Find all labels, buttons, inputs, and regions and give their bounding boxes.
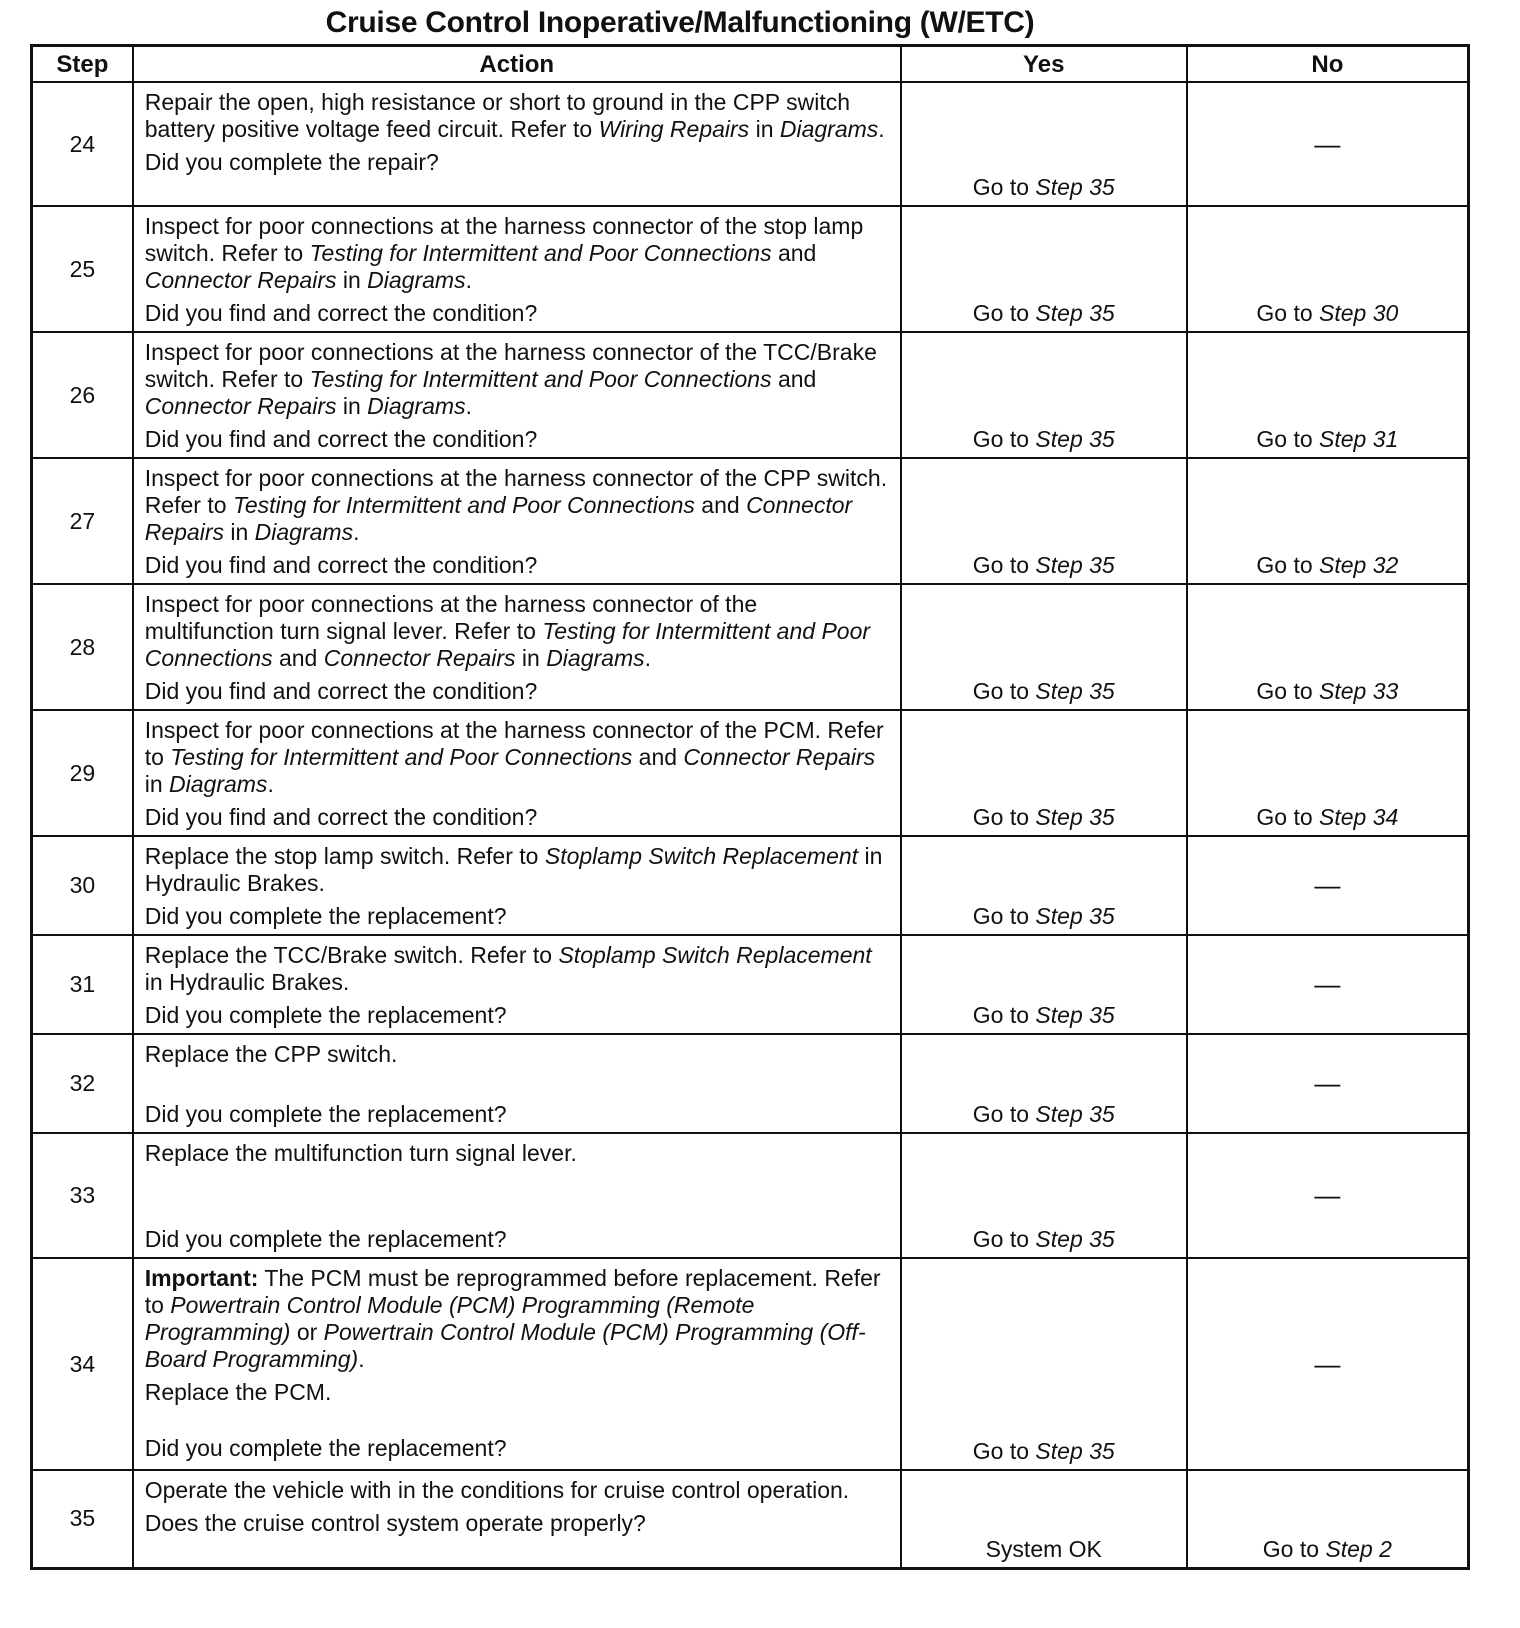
reference-link: Diagrams	[254, 519, 354, 545]
reference-link: Powertrain Control Module (PCM) Programming (Off-Board Programming)	[144, 1319, 866, 1372]
action-text-part: or	[290, 1319, 324, 1345]
yes-step-ref: Step 35	[1035, 552, 1115, 578]
yes-cell	[901, 836, 1187, 935]
table-row	[32, 1133, 1469, 1258]
procedure-table	[30, 44, 1470, 1570]
go-to-label: Go to	[972, 174, 1036, 200]
dash-placeholder: —	[1314, 128, 1341, 159]
table-row	[32, 206, 1469, 332]
action-cell	[133, 584, 901, 710]
action-text-part: and	[771, 240, 817, 266]
go-to-label: Go to	[972, 426, 1036, 452]
action-text-part: Replace the TCC/Brake switch. Refer to	[144, 942, 559, 968]
dash-placeholder: —	[1314, 870, 1341, 900]
yes-cell	[901, 206, 1187, 332]
reference-link: Diagrams	[367, 267, 466, 293]
reference-link: Powertrain Control Module (PCM) Programming (Remote Programming)	[144, 1292, 755, 1345]
yes-step-ref: Step 35	[1035, 804, 1115, 830]
action-question: Did you complete the replacement?	[144, 903, 507, 929]
page-title: Cruise Control Inoperative/Malfunctioning (W/ETC)	[325, 6, 1035, 39]
table-row	[32, 458, 1469, 584]
no-cell	[1187, 1258, 1469, 1470]
go-to-label: Go to	[972, 678, 1036, 704]
reference-link: Testing for Intermittent and Poor Connections	[232, 492, 695, 518]
table-row	[32, 1470, 1469, 1568]
reference-link: Testing for Intermittent and Poor Connections	[309, 366, 772, 392]
action-question: Does the cruise control system operate properly?	[144, 1510, 646, 1536]
reference-link: Testing for Intermittent and Poor Connections	[170, 744, 633, 770]
go-to-label: Go to	[1256, 426, 1320, 452]
reference-link: Connector Repairs	[683, 744, 876, 770]
yes-cell	[901, 935, 1187, 1034]
action-text-part: Inspect for poor connections at the harness connector of the PCM. Refer to	[144, 717, 884, 770]
action-text	[145, 89, 890, 143]
go-to-label: Go to	[1256, 300, 1320, 326]
go-to-label: Go to	[972, 1002, 1036, 1028]
go-to-label: Go to	[1256, 804, 1320, 830]
action-text: Replace the CPP switch.	[144, 1041, 398, 1067]
action-text	[145, 717, 890, 798]
action-text-part: .	[644, 645, 651, 671]
no-cell	[1187, 206, 1469, 332]
action-cell	[133, 1034, 901, 1133]
step-number: 32	[32, 1034, 133, 1133]
no-step-ref: Step 33	[1319, 678, 1399, 704]
action-question: Did you find and correct the condition?	[144, 300, 538, 326]
no-cell	[1187, 458, 1469, 584]
action-text-part: in	[223, 519, 255, 545]
action-question: Did you find and correct the condition?	[144, 804, 538, 830]
step-number: 31	[32, 935, 133, 1034]
yes-step-ref: Step 35	[1035, 174, 1115, 200]
yes-step-ref: Step 35	[1035, 903, 1115, 929]
action-text	[145, 213, 890, 294]
reference-link: Wiring Repairs	[598, 116, 750, 142]
action-cell	[133, 82, 901, 206]
table-row	[32, 1034, 1469, 1133]
table-row	[32, 332, 1469, 458]
action-text-part: .	[358, 1346, 365, 1372]
reference-link: Stoplamp Switch Replacement	[544, 843, 859, 869]
table-row	[32, 710, 1469, 836]
step-number: 30	[32, 836, 133, 935]
yes-cell	[901, 332, 1187, 458]
reference-link: Connector Repairs	[144, 492, 853, 545]
action-text-2: Replace the PCM.	[144, 1379, 332, 1405]
reference-link: Diagrams	[546, 645, 645, 671]
reference-link: Testing for Intermittent and Poor Connections	[144, 618, 871, 671]
action-text: Operate the vehicle with in the conditions for cruise control operation.	[144, 1477, 850, 1503]
dash-placeholder: —	[1314, 1348, 1341, 1379]
action-cell	[133, 935, 901, 1034]
action-text-part: .	[353, 519, 360, 545]
action-cell	[133, 332, 901, 458]
yes-cell	[901, 1034, 1187, 1133]
no-cell	[1187, 82, 1469, 206]
reference-link: Stoplamp Switch Replacement	[558, 942, 872, 968]
action-text-part: and	[694, 492, 747, 518]
action-text: Replace the multifunction turn signal lever.	[144, 1140, 577, 1166]
action-question: Did you complete the replacement?	[144, 1002, 507, 1028]
no-cell	[1187, 1133, 1469, 1258]
action-text-part: Inspect for poor connections at the harness connector of the CPP switch. Refer to	[144, 465, 888, 518]
action-text	[145, 591, 890, 672]
important-label: Important:	[144, 1265, 259, 1291]
no-cell	[1187, 1470, 1469, 1568]
go-to-label: Go to	[1256, 678, 1320, 704]
action-cell	[133, 458, 901, 584]
system-ok-text: System OK	[985, 1535, 1102, 1562]
reference-link: Connector Repairs	[323, 645, 516, 671]
action-question: Did you complete the replacement?	[144, 1101, 507, 1127]
go-to-label: Go to	[972, 903, 1036, 929]
no-cell	[1187, 710, 1469, 836]
yes-cell	[901, 584, 1187, 710]
action-text-part: Inspect for poor connections at the harness connector of the multifunction turn signal lever. Refer to	[144, 591, 758, 644]
yes-step-ref: Step 35	[1035, 1226, 1115, 1252]
yes-cell	[901, 1258, 1187, 1470]
no-step-ref: Step 30	[1319, 300, 1399, 326]
action-text-part: in Hydraulic Brakes.	[144, 969, 350, 995]
action-cell	[133, 1470, 901, 1568]
action-cell	[133, 206, 901, 332]
header-row	[32, 46, 1469, 83]
table-row	[32, 584, 1469, 710]
action-question: Did you find and correct the condition?	[144, 552, 538, 578]
no-cell	[1187, 1034, 1469, 1133]
action-question: Did you complete the repair?	[144, 149, 439, 175]
no-cell	[1187, 935, 1469, 1034]
action-text	[145, 843, 890, 897]
action-text-part: Repair the open, high resistance or short to ground in the CPP switch battery positive voltage feed circuit. Refer to	[144, 89, 851, 142]
go-to-label: Go to	[972, 804, 1036, 830]
action-text-part: The PCM must be reprogrammed before replacement. Refer to	[144, 1265, 881, 1318]
action-text-part: in	[515, 645, 547, 671]
reference-link: Diagrams	[169, 771, 268, 797]
step-number: 27	[32, 458, 133, 584]
no-step-ref: Step 32	[1319, 552, 1399, 578]
dash-placeholder: —	[1314, 1180, 1341, 1210]
header-step: Step	[32, 46, 133, 83]
action-question: Did you find and correct the condition?	[144, 678, 538, 704]
yes-step-ref: Step 35	[1035, 1002, 1115, 1028]
action-text-part: and	[632, 744, 684, 770]
action-cell	[133, 710, 901, 836]
no-cell	[1187, 836, 1469, 935]
yes-cell	[901, 1470, 1187, 1568]
step-number: 28	[32, 584, 133, 710]
reference-link: Connector Repairs	[144, 267, 337, 293]
action-text-part: in Hydraulic Brakes.	[144, 843, 883, 896]
go-to-label: Go to	[972, 300, 1036, 326]
yes-cell	[901, 458, 1187, 584]
yes-step-ref: Step 35	[1035, 426, 1115, 452]
go-to-label: Go to	[972, 1226, 1036, 1252]
yes-step-ref: Step 35	[1035, 300, 1115, 326]
action-cell	[133, 1258, 901, 1470]
step-number: 33	[32, 1133, 133, 1258]
action-text-part: and	[771, 366, 817, 392]
step-number: 34	[32, 1258, 133, 1470]
table-row	[32, 836, 1469, 935]
table-row	[32, 1258, 1469, 1470]
reference-link: Diagrams	[779, 116, 879, 142]
step-number: 25	[32, 206, 133, 332]
header-yes: Yes	[901, 46, 1187, 83]
reference-link: Testing for Intermittent and Poor Connections	[309, 240, 772, 266]
action-text	[145, 1265, 890, 1373]
go-to-label: Go to	[972, 1101, 1036, 1127]
action-question: Did you complete the replacement?	[144, 1435, 507, 1461]
go-to-label: Go to	[1256, 552, 1320, 578]
reference-link: Connector Repairs	[144, 393, 337, 419]
yes-cell	[901, 710, 1187, 836]
action-text-part: in	[749, 116, 780, 142]
action-text-part: .	[267, 771, 274, 797]
go-to-label: Go to	[972, 552, 1036, 578]
yes-step-ref: Step 35	[1035, 1101, 1115, 1127]
action-text-part: in	[144, 771, 170, 797]
yes-step-ref: Step 35	[1035, 1438, 1115, 1464]
step-number: 35	[32, 1470, 133, 1568]
dash-placeholder: —	[1314, 1068, 1341, 1098]
no-step-ref: Step 2	[1325, 1535, 1392, 1562]
step-number: 29	[32, 710, 133, 836]
action-text-part: Replace the stop lamp switch. Refer to	[144, 843, 545, 869]
header-action: Action	[133, 46, 901, 83]
action-text-part: .	[878, 116, 885, 142]
go-to-label: Go to	[972, 1438, 1036, 1464]
step-number: 26	[32, 332, 133, 458]
action-text-part: Inspect for poor connections at the harness connector of the stop lamp switch. Refer to	[144, 213, 864, 266]
action-text-part: Inspect for poor connections at the harness connector of the TCC/Brake switch. Refer to	[144, 339, 877, 392]
step-number: 24	[32, 82, 133, 206]
go-to-label: Go to	[1262, 1535, 1326, 1562]
table-row	[32, 82, 1469, 206]
action-text-part: .	[465, 393, 472, 419]
dash-placeholder: —	[1314, 969, 1341, 999]
reference-link: Diagrams	[367, 393, 466, 419]
yes-step-ref: Step 35	[1035, 678, 1115, 704]
action-text-part: and	[272, 645, 324, 671]
action-text	[145, 465, 890, 546]
table-row	[32, 935, 1469, 1034]
yes-cell	[901, 82, 1187, 206]
header-no: No	[1187, 46, 1469, 83]
action-text-part: in	[336, 267, 368, 293]
action-text-part: in	[336, 393, 368, 419]
action-text	[145, 942, 890, 996]
yes-cell	[901, 1133, 1187, 1258]
action-cell	[133, 1133, 901, 1258]
action-question: Did you complete the replacement?	[144, 1226, 507, 1252]
action-text-part: .	[465, 267, 472, 293]
action-question: Did you find and correct the condition?	[144, 426, 538, 452]
no-step-ref: Step 31	[1319, 426, 1399, 452]
no-step-ref: Step 34	[1319, 804, 1399, 830]
action-text	[145, 339, 890, 420]
no-cell	[1187, 332, 1469, 458]
action-cell	[133, 836, 901, 935]
no-cell	[1187, 584, 1469, 710]
